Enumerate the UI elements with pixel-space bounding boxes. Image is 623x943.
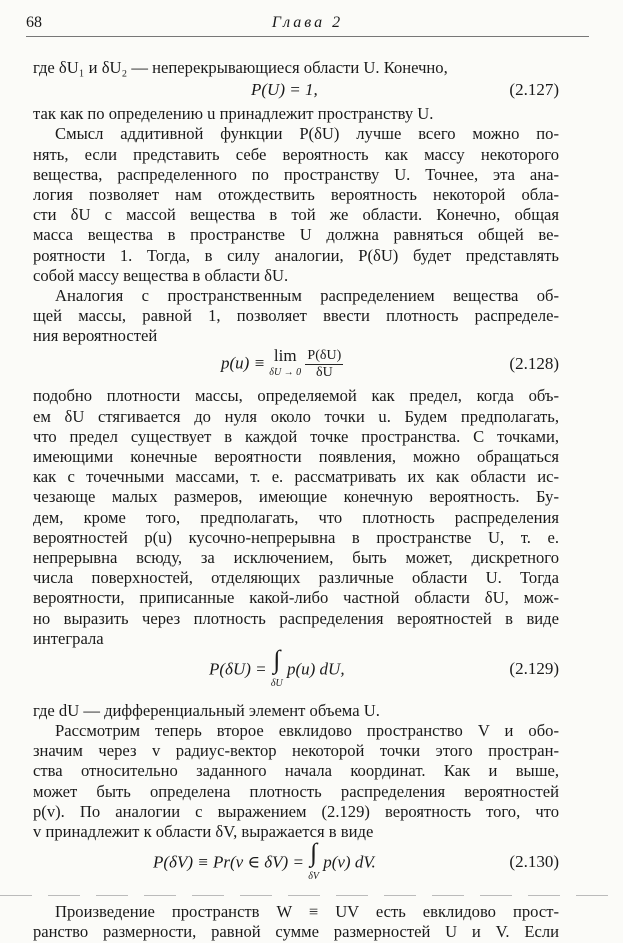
chapter-title: Глава 2 (271, 14, 344, 31)
equation-expr: P(U) = 1, (251, 80, 318, 100)
text-line: где dU — дифференциальный элемент объема U. (33, 700, 380, 720)
text-line: Аналогия с пространственным распределением вещества об- (55, 285, 559, 305)
equation-expr (209, 644, 345, 690)
equation-number: (2.130) (509, 852, 559, 872)
text-line: подобно плотности массы, определяемой как предел, когда объ- (33, 386, 559, 406)
text-line: значим через v радиус-вектор некоторой точки этого простран- (33, 741, 559, 761)
text-line: но выразить через плотность распределения вероятностей в виде (33, 608, 559, 628)
text-line: собой массу вещества в области δU. (33, 265, 289, 285)
equation-2-130 (33, 838, 559, 898)
text-line: ем δU стягивается до нуля около точки u. Будем предполагать, (33, 406, 559, 426)
text-line: как с точечными массами, т. е. рассматривать их как области ис- (33, 467, 559, 487)
fraction-denominator: δU (315, 365, 333, 381)
equation-expr (153, 838, 376, 883)
text-line: вещества, распределенного по пространству U. Точнее, эта ана- (33, 164, 559, 184)
text-line: непрерывна всюду, за исключением, быть может, дискретного (33, 547, 559, 567)
text-line: имеющими конечные вероятности появления, можно обращаться (33, 447, 559, 466)
text-line: так как по определению u принадлежит пространству U. (33, 104, 434, 124)
text-line: ства относительно заданного начала координат. Как и выше, (33, 761, 559, 781)
integral-sign: ∫ (310, 838, 318, 868)
text-line: Смысл аддитивной функции P(δU) лучше всего можно по- (55, 124, 559, 144)
equation-2-129 (33, 644, 559, 701)
text-line: сти δU с массой вещества в той же области. Конечно, общая (33, 205, 559, 225)
equation-lhs: P(δU) = (209, 659, 267, 679)
equation-number: (2.127) (509, 80, 559, 100)
equation-rhs: p(v) dV. (323, 852, 376, 872)
fraction-numerator: P(δU) (307, 348, 342, 364)
text-line: что предел существует в каждой точке пространства. С точками, (33, 426, 559, 446)
integral-sign: ∫ (273, 644, 281, 674)
text-line: Рассмотрим теперь второе евклидово пространство V и обо- (55, 721, 559, 741)
text-line: числа поверхностей, отделяющих различные области U. Тогда (33, 568, 559, 588)
text-line: v принадлежит к области δV, выражается в виде (33, 822, 374, 841)
equation-rhs: p(u) dU, (286, 659, 345, 679)
page-header (26, 14, 589, 37)
text-line: вероятностей p(u) кусочно-непрерывна в пространстве U, т. е. (33, 527, 559, 547)
text-line: дем, кроме того, предполагать, что плотность распределения (33, 507, 559, 527)
text-line: нять, если представить себе вероятность как массу некоторого (33, 144, 559, 164)
equation-2-128 (33, 346, 559, 386)
text-line: логия позволяет нам отождествить вероятность некоторой обла- (33, 184, 559, 204)
integral-subscript: δV (308, 871, 319, 883)
text-line: щей массы, равной 1, позволяет ввести плотность распределе- (33, 306, 559, 326)
equation-2-127 (33, 78, 559, 104)
integral (308, 838, 319, 883)
text-line: масса вещества в пространстве U должна равняться общей ве- (33, 225, 559, 245)
text-line: интеграла (33, 628, 104, 648)
limit-subscript: δU → 0 (269, 367, 302, 379)
equation-lhs: p(u) ≡ (221, 353, 266, 373)
equation-lhs: P(δV) ≡ Pr(v ∈ δV) = (153, 852, 304, 872)
text-line: ния вероятностей (33, 326, 158, 346)
bottom-scan-rule (0, 895, 623, 896)
text-line: роятности 1. Тогда, в силу аналогии, P(δU) будет представлять (33, 245, 559, 265)
fraction (305, 348, 343, 381)
limit (269, 346, 302, 380)
page-number: 68 (26, 14, 42, 31)
equation-number: (2.129) (509, 658, 559, 678)
text-line: ранство размерности, равной сумме размерностей U и V. Если (33, 922, 559, 942)
text-line: где δU₁ и δU₂ — неперекрывающиеся области U. Конечно, (33, 58, 448, 77)
text-line: p(v). По аналогии с выражением (2.129) вероятность того, что (33, 801, 559, 821)
limit-operator: lim (273, 346, 297, 366)
text-line: может быть определена плотность распределения вероятностей (33, 781, 559, 801)
text-line: чезающе малых размеров, имеющие конечную вероятность. Бу- (33, 487, 559, 507)
equation-expr (221, 348, 343, 381)
equation-number: (2.128) (509, 354, 559, 374)
integral (270, 644, 283, 690)
text-line: вероятности, приписанные какой-либо частной области δU, мож- (33, 588, 559, 608)
page-body (33, 50, 559, 943)
integral-subscript: δU (270, 677, 283, 689)
text-line: Произведение пространств W ≡ UV есть евклидово прост- (55, 902, 559, 922)
